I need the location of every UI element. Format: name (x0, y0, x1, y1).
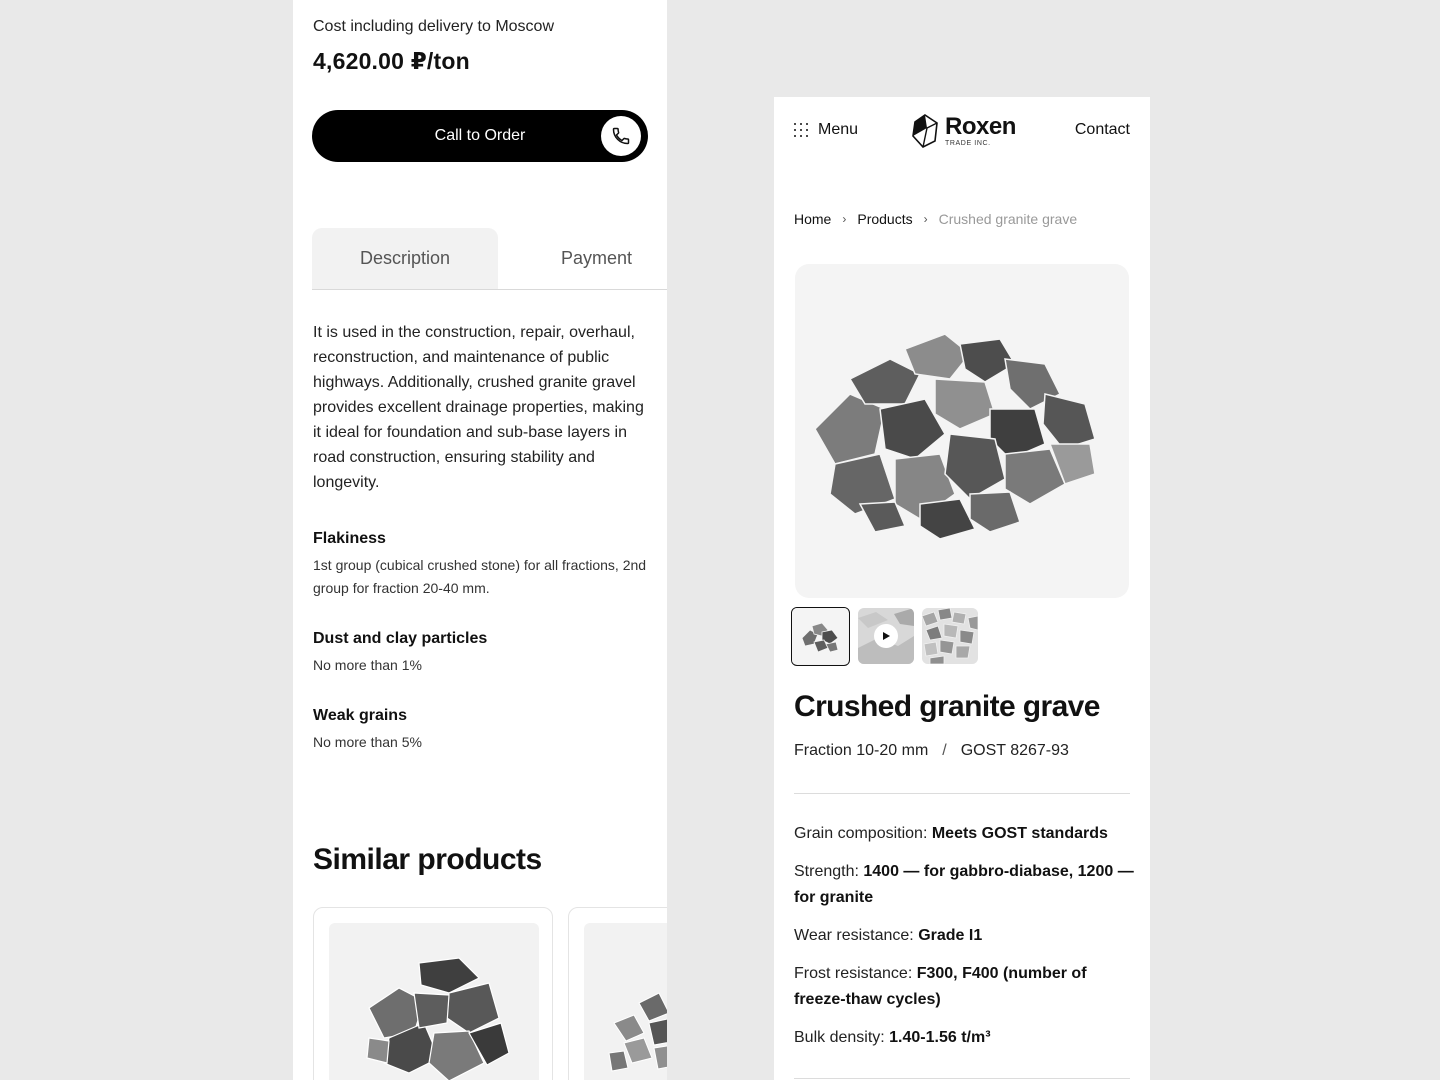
tab-description[interactable]: Description (312, 228, 498, 289)
spec-dust-clay (313, 630, 658, 677)
spec-title: Flakiness (313, 530, 386, 547)
product-standard: GOST 8267-93 (960, 742, 1069, 759)
spec-title: Dust and clay particles (313, 630, 488, 647)
product-thumbnail-2-video[interactable] (858, 608, 914, 664)
product-thumbnail-3[interactable] (922, 608, 978, 664)
similar-product-card[interactable] (313, 907, 553, 1080)
spec-weak-grains (313, 707, 658, 754)
breadcrumb-chevron-icon: › (923, 212, 928, 226)
contact-link[interactable]: Contact (1074, 121, 1130, 138)
spec-value: 1st group (cubical crushed stone) for all fractions, 2nd group for fraction 20-40 mm. (313, 557, 647, 596)
attr-grain-composition: Grain composition: Meets GOST standards (794, 825, 1108, 842)
similar-product-image (329, 923, 539, 1080)
description-text: It is used in the construction, repair, overhaul, reconstruction, and maintenance of public highways. Additionally, crushed granite gravel provides excellent drainage properties, making it ideal for foundation and sub-base layers in road construction, ensuring stability and longevity. (313, 324, 644, 491)
attr-wear-resistance: Wear resistance: Grade I1 (794, 927, 983, 944)
product-main-image[interactable] (795, 264, 1129, 598)
logo-crystal-icon (911, 114, 939, 148)
attr-frost-resistance: Frost resistance: F300, F400 (number of freeze-thaw cycles) (794, 965, 1087, 1008)
logo-subtitle: TRADE INC. (945, 140, 991, 147)
similar-product-card[interactable] (568, 907, 667, 1080)
meta-separator: / (942, 742, 947, 759)
breadcrumb-home[interactable]: Home (794, 211, 832, 227)
price: 4,620.00 ₽/ton (313, 48, 470, 74)
spec-title: Weak grains (313, 707, 407, 724)
call-to-order-button[interactable] (312, 110, 648, 162)
spec-value: No more than 5% (313, 734, 422, 750)
product-title: Crushed granite grave (794, 690, 1100, 723)
similar-product-image (584, 923, 667, 1080)
product-fraction: Fraction 10-20 mm (794, 742, 929, 759)
divider (794, 1078, 1130, 1079)
cost-label: Cost including delivery to Moscow (313, 18, 554, 35)
tab-payment[interactable]: Payment (561, 248, 633, 268)
breadcrumb-products[interactable]: Products (857, 211, 913, 227)
menu-button[interactable] (794, 119, 858, 141)
menu-label: Menu (818, 121, 859, 138)
product-tabs (312, 228, 667, 290)
spec-flakiness (313, 530, 658, 600)
logo-text (945, 115, 1016, 147)
call-to-order-label: Call to Order (434, 127, 526, 144)
product-meta (794, 742, 1069, 760)
attr-strength: Strength: 1400 — for gabbro-diabase, 1200 — for granite (794, 863, 1134, 906)
logo-name: Roxen (945, 113, 1016, 140)
attr-bulk-density: Bulk density: 1.40-1.56 t/m³ (794, 1029, 991, 1046)
breadcrumb (794, 211, 1077, 227)
product-thumbnail-1[interactable] (791, 607, 850, 666)
breadcrumb-current: Crushed granite grave (938, 211, 1078, 227)
right-product-panel (774, 97, 1150, 1080)
similar-products-heading: Similar products (313, 843, 542, 876)
spec-value: No more than 1% (313, 657, 422, 673)
menu-dots-icon (794, 123, 808, 137)
divider (794, 793, 1130, 794)
breadcrumb-chevron-icon: › (842, 212, 847, 226)
left-product-panel (293, 0, 667, 1080)
phone-icon (601, 116, 641, 156)
product-attributes (794, 821, 1134, 1063)
logo[interactable] (911, 114, 1016, 148)
play-icon (874, 624, 898, 648)
